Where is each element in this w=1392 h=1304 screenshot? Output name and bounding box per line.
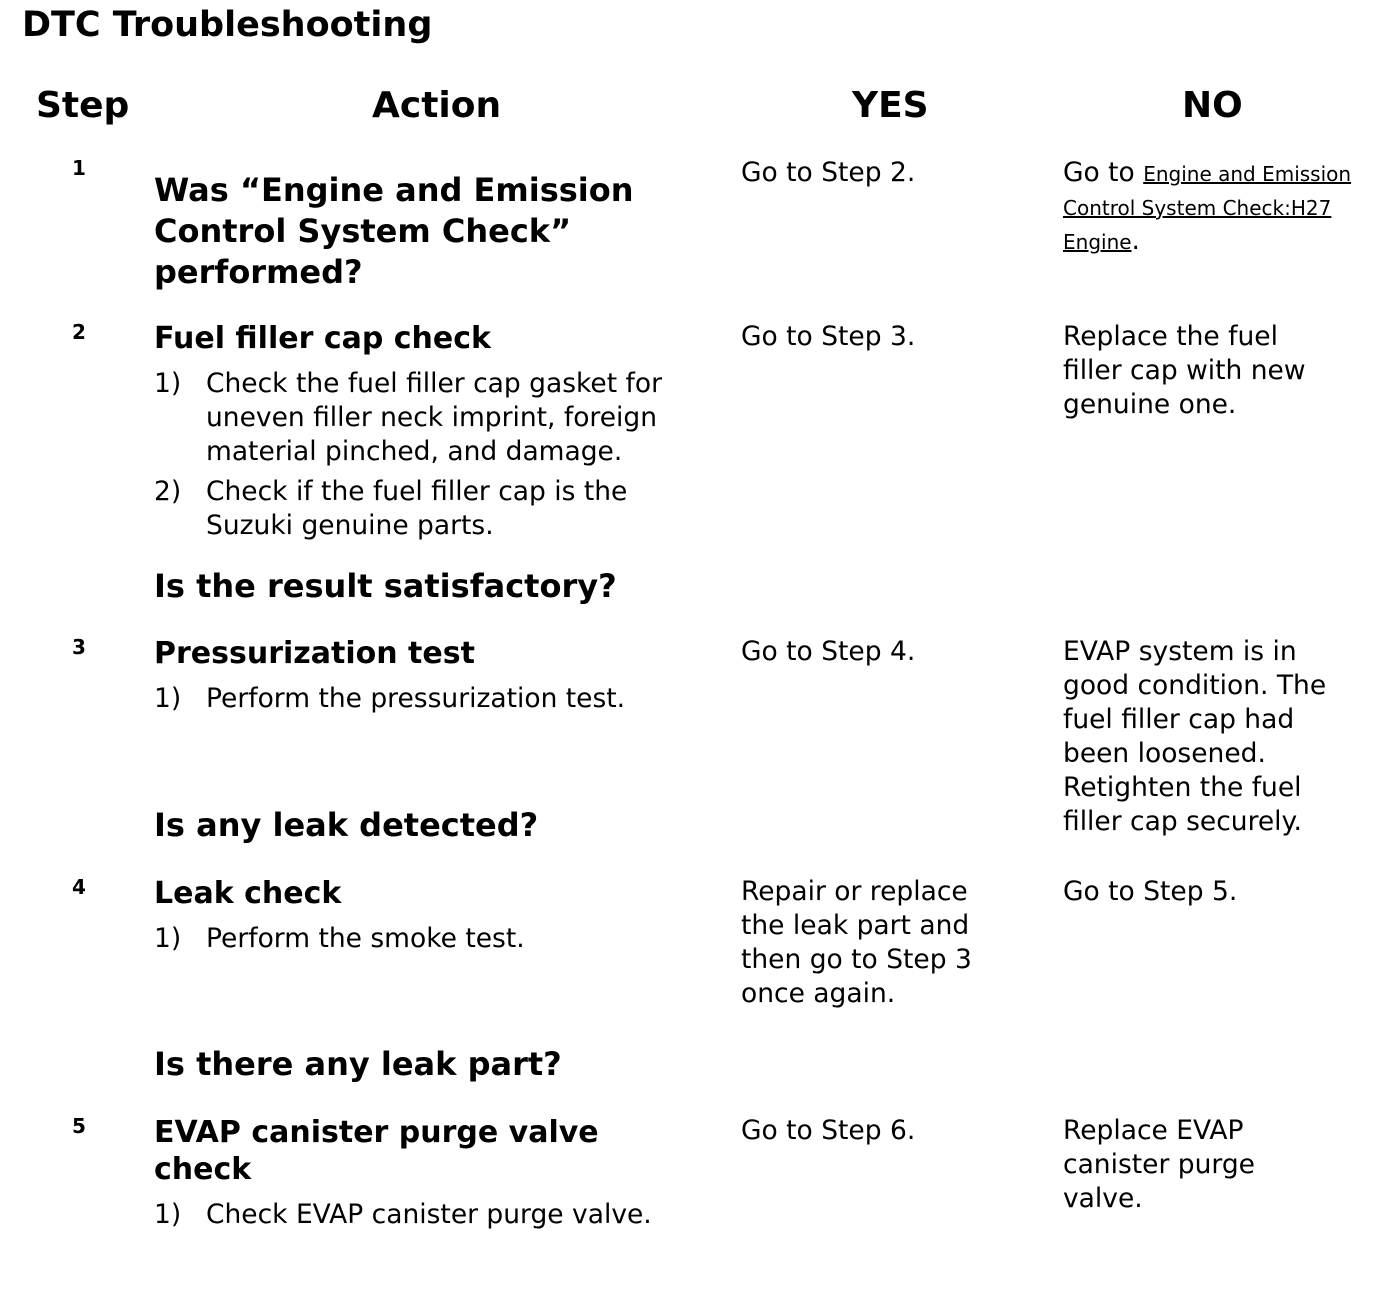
- step-number: 1: [72, 156, 86, 180]
- step-number: 4: [72, 875, 86, 899]
- no-suffix: .: [1131, 225, 1140, 256]
- step-action: [154, 875, 714, 956]
- yes-result: Repair or replace the leak part and then go to Step 3 once again.: [741, 876, 972, 1009]
- header-yes: YES: [852, 85, 929, 126]
- step-number: 3: [72, 635, 86, 659]
- no-result: Replace EVAP canister purge valve.: [1063, 1115, 1255, 1214]
- step-action: [154, 170, 674, 293]
- substep: [154, 922, 714, 956]
- step-question: Is there any leak part?: [154, 1045, 562, 1083]
- step-action: [154, 635, 714, 716]
- step-question: Is any leak detected?: [154, 806, 539, 844]
- no-result: EVAP system is in good condition. The fuel filler cap had been loosened. Retighten the fuel filler cap securely.: [1063, 636, 1327, 837]
- substep: [154, 682, 714, 716]
- step-title: Leak check: [154, 876, 342, 911]
- yes-result: Go to Step 3.: [741, 321, 916, 352]
- substep: [154, 367, 714, 469]
- substep-number: 1): [154, 683, 182, 714]
- step-title: Pressurization test: [154, 636, 475, 671]
- step-question: Is the result satisfactory?: [154, 567, 617, 605]
- header-no: NO: [1182, 85, 1243, 126]
- engine-emission-check-link[interactable]: Engine and Emission Control System Check:H27 Engine: [1063, 162, 1352, 254]
- substep-text: Perform the pressurization test.: [206, 683, 626, 714]
- yes-result: Go to Step 2.: [741, 157, 916, 188]
- substep-number: 1): [154, 368, 182, 399]
- substep-text: Check if the fuel filler cap is the Suzuki genuine parts.: [206, 476, 628, 541]
- step-title: Fuel filler cap check: [154, 321, 491, 356]
- substep-number: 2): [154, 476, 182, 507]
- yes-result: Go to Step 6.: [741, 1115, 916, 1146]
- no-result: Go to Step 5.: [1063, 876, 1238, 907]
- substep-number: 1): [154, 1199, 182, 1230]
- substep-text: Check EVAP canister purge valve.: [206, 1199, 652, 1230]
- substep-text: Perform the smoke test.: [206, 923, 525, 954]
- substep: [154, 475, 714, 543]
- substep-number: 1): [154, 923, 182, 954]
- header-action: Action: [372, 85, 502, 126]
- substep-text: Check the fuel filler cap gasket for uneven filler neck imprint, foreign material pinched, and damage.: [206, 368, 662, 467]
- step-title: EVAP canister purge valve check: [154, 1115, 599, 1187]
- step-action: [154, 320, 714, 543]
- yes-result: Go to Step 4.: [741, 636, 916, 667]
- step-number: 2: [72, 320, 86, 344]
- step-question: Was “Engine and Emission Control System Check” performed?: [154, 171, 634, 291]
- header-step: Step: [36, 85, 130, 126]
- step-number: 5: [72, 1114, 86, 1138]
- step-action: [154, 1114, 694, 1232]
- page-title: DTC Troubleshooting: [22, 5, 433, 45]
- substep: [154, 1198, 694, 1232]
- no-prefix: Go to: [1063, 157, 1144, 188]
- no-result: Replace the fuel filler cap with new genuine one.: [1063, 321, 1306, 420]
- no-result: [1063, 156, 1353, 258]
